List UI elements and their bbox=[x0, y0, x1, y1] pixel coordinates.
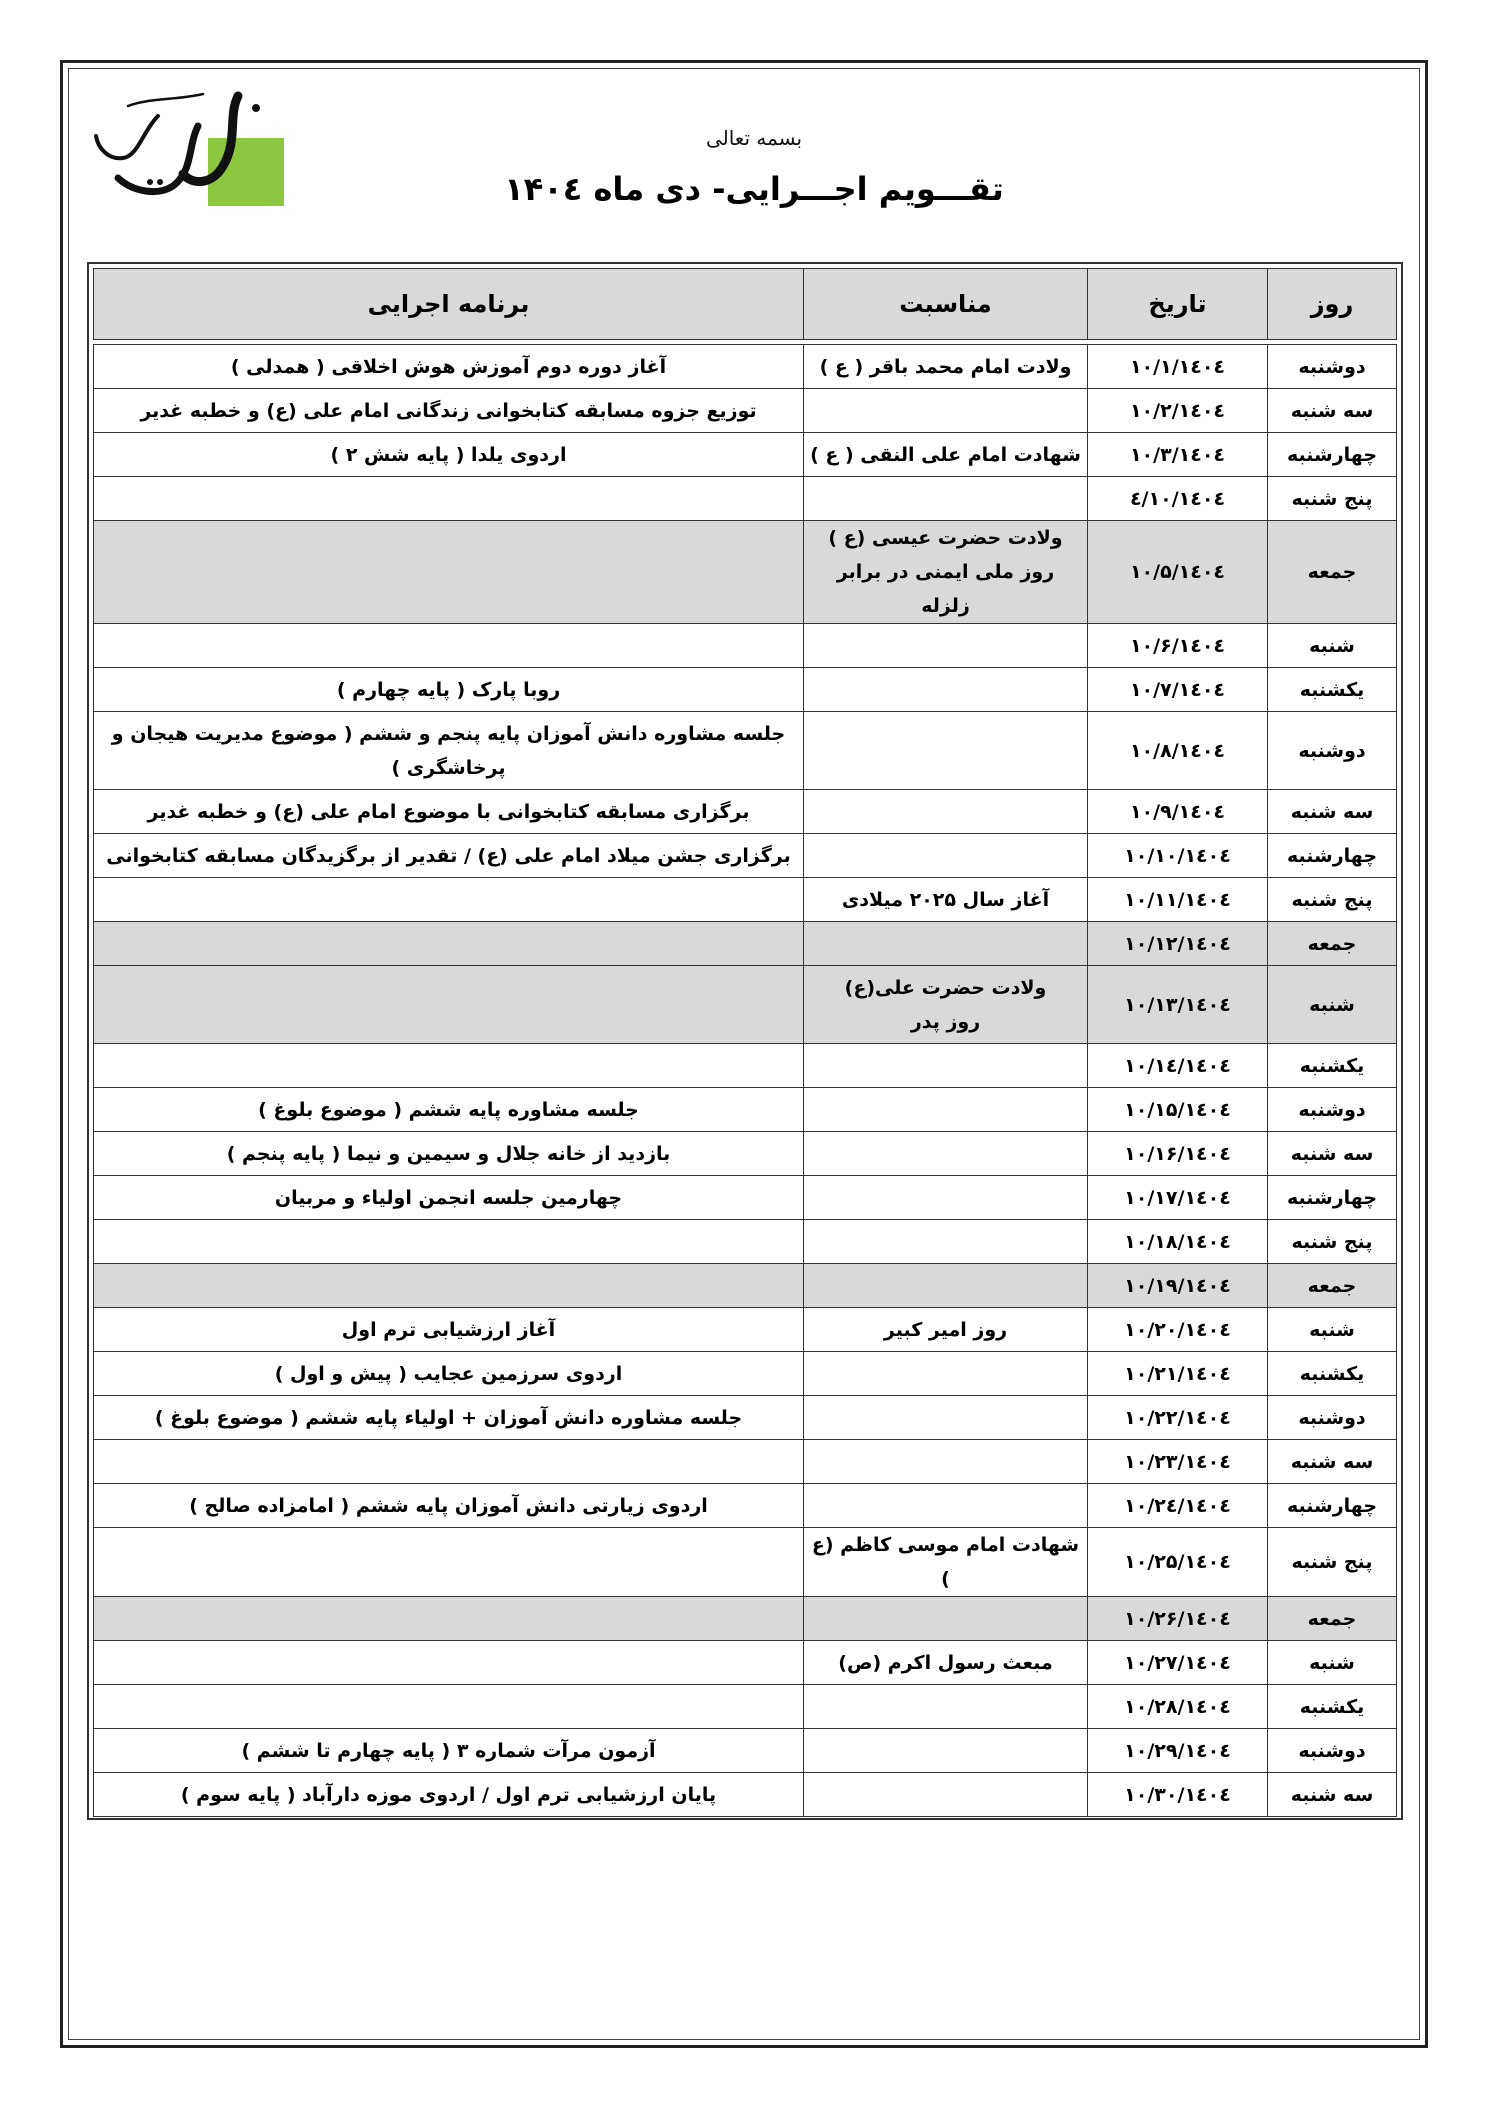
table-row bbox=[94, 834, 1397, 878]
cell-day: یکشنبه bbox=[1268, 1352, 1397, 1396]
cell-program bbox=[94, 1308, 804, 1352]
table-row bbox=[94, 878, 1397, 922]
cell-date: ۱٤۰٤/۱۰/۳۰ bbox=[1088, 1773, 1268, 1817]
program-line: اردوی زیارتی دانش آموزان پایه ششم ( امامزاده صالح ) bbox=[189, 1494, 708, 1517]
cell-occasion bbox=[804, 712, 1088, 790]
cell-program bbox=[94, 624, 804, 668]
cell-day: پنج شنبه bbox=[1268, 477, 1397, 521]
cell-occasion bbox=[804, 1729, 1088, 1773]
cell-day: یکشنبه bbox=[1268, 1044, 1397, 1088]
occasion-line: روز ملی ایمنی در برابر زلزله bbox=[836, 561, 1055, 617]
cell-date: ۱٤۰٤/۱۰/۲۹ bbox=[1088, 1729, 1268, 1773]
cell-date: ۱٤۰٤/۱۰/۱٤ bbox=[1088, 1044, 1268, 1088]
cell-program bbox=[94, 1641, 804, 1685]
cell-program bbox=[94, 1044, 804, 1088]
table-row bbox=[94, 1641, 1397, 1685]
cell-occasion bbox=[804, 1308, 1088, 1352]
program-line: آغاز دوره دوم آموزش هوش اخلاقی ( همدلی ) bbox=[230, 355, 667, 378]
cell-program bbox=[94, 1088, 804, 1132]
occasion-line: ولادت امام محمد باقر ( ع ) bbox=[819, 355, 1072, 378]
cell-program bbox=[94, 1440, 804, 1484]
header-program: برنامه اجرایی bbox=[94, 269, 804, 340]
cell-day: شنبه bbox=[1268, 624, 1397, 668]
cell-occasion bbox=[804, 433, 1088, 477]
program-line: اردوی یلدا ( پایه شش ۲ ) bbox=[330, 443, 567, 466]
cell-day: دوشنبه bbox=[1268, 712, 1397, 790]
cell-program bbox=[94, 834, 804, 878]
table-row bbox=[94, 389, 1397, 433]
cell-day: پنج شنبه bbox=[1268, 878, 1397, 922]
table-row bbox=[94, 345, 1397, 389]
cell-program bbox=[94, 1685, 804, 1729]
cell-date: ۱٤۰٤/۱۰/۲۵ bbox=[1088, 1528, 1268, 1597]
table-row bbox=[94, 1729, 1397, 1773]
cell-date: ۱٤۰٤/۱۰/۶ bbox=[1088, 624, 1268, 668]
occasion-line: آغاز سال ۲۰۲۵ میلادی bbox=[841, 888, 1050, 911]
cell-occasion bbox=[804, 521, 1088, 624]
cell-day: جمعه bbox=[1268, 1264, 1397, 1308]
occasion-line: روز پدر bbox=[910, 1010, 981, 1033]
calendar-table bbox=[93, 268, 1397, 1817]
cell-day: جمعه bbox=[1268, 922, 1397, 966]
program-line: آزمون مرآت شماره ۳ ( پایه چهارم تا ششم ) bbox=[241, 1739, 656, 1762]
cell-occasion bbox=[804, 1264, 1088, 1308]
table-row bbox=[94, 668, 1397, 712]
cell-occasion bbox=[804, 878, 1088, 922]
table-row bbox=[94, 1773, 1397, 1817]
table-row bbox=[94, 1352, 1397, 1396]
cell-date: ۱٤۰٤/۱۰/۱۶ bbox=[1088, 1132, 1268, 1176]
page-title: تقـــویم اجـــرایی- دی ماه ۱۴۰٤ bbox=[504, 170, 1004, 208]
cell-day: سه شنبه bbox=[1268, 389, 1397, 433]
program-line: جلسه مشاوره دانش آموزان پایه پنجم و ششم ( موضوع مدیریت هیجان و bbox=[111, 722, 786, 745]
cell-day: شنبه bbox=[1268, 966, 1397, 1044]
program-line: برگزاری جشن میلاد امام علی (ع) / تقدیر از برگزیدگان مسابقه کتابخوانی bbox=[106, 844, 791, 867]
occasion-line: روز امیر کبیر bbox=[883, 1318, 1008, 1341]
cell-program bbox=[94, 922, 804, 966]
cell-date: ۱٤۰٤/۱۰/٤ bbox=[1088, 477, 1268, 521]
cell-day: چهارشنبه bbox=[1268, 834, 1397, 878]
table-row bbox=[94, 1044, 1397, 1088]
cell-occasion bbox=[804, 345, 1088, 389]
occasion-line: ولادت حضرت علی(ع) bbox=[844, 976, 1047, 999]
cell-occasion bbox=[804, 1484, 1088, 1528]
table-row bbox=[94, 1176, 1397, 1220]
cell-occasion bbox=[804, 1396, 1088, 1440]
cell-occasion bbox=[804, 834, 1088, 878]
cell-program bbox=[94, 790, 804, 834]
occasion-line: ولادت حضرت عیسی (ع ) bbox=[828, 527, 1063, 549]
institute-logo bbox=[88, 86, 288, 210]
program-line: برگزاری مسابقه کتابخوانی با موضوع امام علی (ع) و خطبه غدیر bbox=[147, 800, 750, 823]
cell-date: ۱٤۰٤/۱۰/۱۳ bbox=[1088, 966, 1268, 1044]
cell-program bbox=[94, 1528, 804, 1597]
cell-date: ۱٤۰٤/۱۰/۹ bbox=[1088, 790, 1268, 834]
table-row bbox=[94, 1396, 1397, 1440]
cell-day: جمعه bbox=[1268, 521, 1397, 624]
table-row bbox=[94, 477, 1397, 521]
table-row bbox=[94, 521, 1397, 624]
cell-occasion bbox=[804, 1528, 1088, 1597]
calendar-body bbox=[94, 345, 1397, 1817]
cell-date: ۱٤۰٤/۱۰/۷ bbox=[1088, 668, 1268, 712]
cell-occasion bbox=[804, 1773, 1088, 1817]
cell-date: ۱٤۰٤/۱۰/۱۱ bbox=[1088, 878, 1268, 922]
cell-program bbox=[94, 966, 804, 1044]
cell-program bbox=[94, 1597, 804, 1641]
cell-program bbox=[94, 878, 804, 922]
cell-day: سه شنبه bbox=[1268, 790, 1397, 834]
program-line: آغاز ارزشیابی ترم اول bbox=[341, 1318, 556, 1341]
cell-occasion bbox=[804, 1176, 1088, 1220]
cell-occasion bbox=[804, 389, 1088, 433]
cell-program bbox=[94, 1264, 804, 1308]
table-row bbox=[94, 1088, 1397, 1132]
cell-program bbox=[94, 521, 804, 624]
table-row bbox=[94, 1308, 1397, 1352]
table-row bbox=[94, 433, 1397, 477]
program-line: پایان ارزشیابی ترم اول / اردوی موزه دارآباد ( پایه سوم ) bbox=[180, 1783, 717, 1806]
cell-date: ۱٤۰٤/۱۰/۲ bbox=[1088, 389, 1268, 433]
cell-date: ۱٤۰٤/۱۰/۲۸ bbox=[1088, 1685, 1268, 1729]
program-line: پرخاشگری ) bbox=[391, 756, 506, 779]
cell-occasion bbox=[804, 668, 1088, 712]
cell-program bbox=[94, 1132, 804, 1176]
table-row bbox=[94, 1264, 1397, 1308]
cell-program bbox=[94, 477, 804, 521]
cell-date: ۱٤۰٤/۱۰/۱۸ bbox=[1088, 1220, 1268, 1264]
cell-day: سه شنبه bbox=[1268, 1773, 1397, 1817]
program-line: اردوی سرزمین عجایب ( پیش و اول ) bbox=[274, 1362, 623, 1385]
program-line: چهارمین جلسه انجمن اولیاء و مربیان bbox=[274, 1186, 623, 1209]
cell-occasion bbox=[804, 1088, 1088, 1132]
cell-occasion bbox=[804, 1641, 1088, 1685]
cell-program bbox=[94, 712, 804, 790]
calendar-table-wrapper bbox=[87, 262, 1403, 1820]
table-row bbox=[94, 1220, 1397, 1264]
cell-day: جمعه bbox=[1268, 1597, 1397, 1641]
table-row bbox=[94, 1528, 1397, 1597]
cell-occasion bbox=[804, 1685, 1088, 1729]
cell-program bbox=[94, 668, 804, 712]
cell-date: ۱٤۰٤/۱۰/۱۲ bbox=[1088, 922, 1268, 966]
occasion-line: شهادت امام موسی کاظم (ع ) bbox=[811, 1534, 1080, 1590]
occasion-line: مبعث رسول اکرم (ص) bbox=[838, 1651, 1053, 1674]
cell-occasion bbox=[804, 1597, 1088, 1641]
program-line: روبا پارک ( پایه چهارم ) bbox=[336, 678, 561, 701]
cell-day: چهارشنبه bbox=[1268, 1176, 1397, 1220]
cell-date: ۱٤۰٤/۱۰/۲٤ bbox=[1088, 1484, 1268, 1528]
basmala: بسمه تعالی bbox=[705, 126, 803, 150]
table-row bbox=[94, 1440, 1397, 1484]
cell-date: ۱٤۰٤/۱۰/۲۳ bbox=[1088, 1440, 1268, 1484]
cell-day: پنج شنبه bbox=[1268, 1220, 1397, 1264]
cell-program bbox=[94, 1484, 804, 1528]
cell-date: ۱٤۰٤/۱۰/۱۰ bbox=[1088, 834, 1268, 878]
cell-program bbox=[94, 1773, 804, 1817]
cell-date: ۱٤۰٤/۱۰/۸ bbox=[1088, 712, 1268, 790]
cell-program bbox=[94, 1352, 804, 1396]
cell-date: ۱٤۰٤/۱۰/۲۰ bbox=[1088, 1308, 1268, 1352]
cell-program bbox=[94, 389, 804, 433]
cell-day: چهارشنبه bbox=[1268, 1484, 1397, 1528]
table-row bbox=[94, 1597, 1397, 1641]
table-row bbox=[94, 1484, 1397, 1528]
cell-date: ۱٤۰٤/۱۰/۱۹ bbox=[1088, 1264, 1268, 1308]
cell-day: شنبه bbox=[1268, 1641, 1397, 1685]
cell-day: یکشنبه bbox=[1268, 1685, 1397, 1729]
table-row bbox=[94, 712, 1397, 790]
header-occasion: مناسبت bbox=[804, 269, 1088, 340]
cell-date: ۱٤۰٤/۱۰/۱۷ bbox=[1088, 1176, 1268, 1220]
table-row bbox=[94, 790, 1397, 834]
occasion-line: شهادت امام علی النقی ( ع ) bbox=[810, 443, 1081, 466]
cell-occasion bbox=[804, 1044, 1088, 1088]
cell-date: ۱٤۰٤/۱۰/۲۲ bbox=[1088, 1396, 1268, 1440]
cell-occasion bbox=[804, 790, 1088, 834]
table-row bbox=[94, 922, 1397, 966]
cell-day: یکشنبه bbox=[1268, 668, 1397, 712]
cell-date: ۱٤۰٤/۱۰/۲۷ bbox=[1088, 1641, 1268, 1685]
table-row bbox=[94, 966, 1397, 1044]
cell-day: پنج شنبه bbox=[1268, 1528, 1397, 1597]
cell-date: ۱٤۰٤/۱۰/۲۶ bbox=[1088, 1597, 1268, 1641]
cell-day: چهارشنبه bbox=[1268, 433, 1397, 477]
cell-day: سه شنبه bbox=[1268, 1132, 1397, 1176]
cell-program bbox=[94, 1176, 804, 1220]
cell-date: ۱٤۰٤/۱۰/۲۱ bbox=[1088, 1352, 1268, 1396]
program-line: جلسه مشاوره پایه ششم ( موضوع بلوغ ) bbox=[258, 1098, 639, 1121]
cell-day: دوشنبه bbox=[1268, 1088, 1397, 1132]
cell-date: ۱٤۰٤/۱۰/۱ bbox=[1088, 345, 1268, 389]
cell-program bbox=[94, 1220, 804, 1264]
cell-day: دوشنبه bbox=[1268, 1729, 1397, 1773]
table-row bbox=[94, 1132, 1397, 1176]
cell-day: دوشنبه bbox=[1268, 345, 1397, 389]
cell-date: ۱٤۰٤/۱۰/۳ bbox=[1088, 433, 1268, 477]
program-line: جلسه مشاوره دانش آموزان + اولیاء پایه ششم ( موضوع بلوغ ) bbox=[154, 1406, 743, 1429]
cell-program bbox=[94, 345, 804, 389]
cell-occasion bbox=[804, 477, 1088, 521]
cell-occasion bbox=[804, 1220, 1088, 1264]
cell-program bbox=[94, 433, 804, 477]
cell-program bbox=[94, 1729, 804, 1773]
program-line: بازدید از خانه جلال و سیمین و نیما ( پایه پنجم ) bbox=[226, 1142, 671, 1165]
cell-day: دوشنبه bbox=[1268, 1396, 1397, 1440]
cell-day: شنبه bbox=[1268, 1308, 1397, 1352]
table-header-row bbox=[94, 269, 1397, 340]
cell-date: ۱٤۰٤/۱۰/۵ bbox=[1088, 521, 1268, 624]
cell-day: سه شنبه bbox=[1268, 1440, 1397, 1484]
cell-program bbox=[94, 1396, 804, 1440]
cell-occasion bbox=[804, 1352, 1088, 1396]
cell-occasion bbox=[804, 1440, 1088, 1484]
cell-occasion bbox=[804, 966, 1088, 1044]
table-row bbox=[94, 1685, 1397, 1729]
header-day: روز bbox=[1268, 269, 1397, 340]
table-row bbox=[94, 624, 1397, 668]
cell-date: ۱٤۰٤/۱۰/۱۵ bbox=[1088, 1088, 1268, 1132]
cell-occasion bbox=[804, 1132, 1088, 1176]
header-date: تاریخ bbox=[1088, 269, 1268, 340]
program-line: توزیع جزوه مسابقه کتابخوانی زندگانی امام علی (ع) و خطبه غدیر bbox=[140, 399, 757, 422]
cell-occasion bbox=[804, 624, 1088, 668]
cell-occasion bbox=[804, 922, 1088, 966]
